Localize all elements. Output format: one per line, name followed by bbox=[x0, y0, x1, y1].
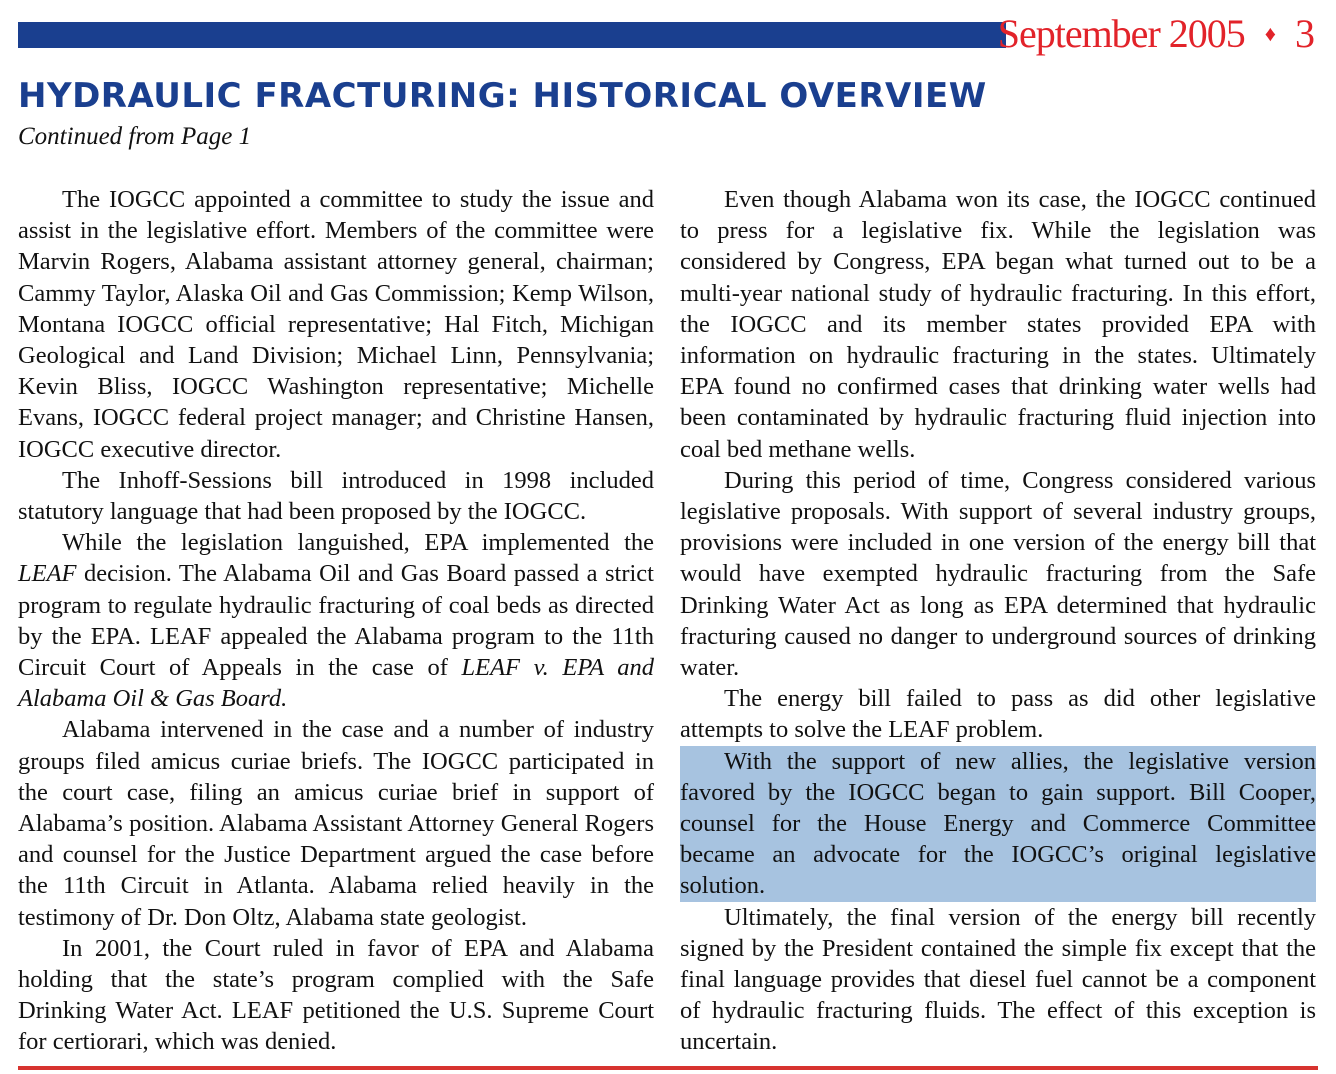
header-bar bbox=[18, 22, 1006, 48]
issue-date: September 2005 bbox=[997, 11, 1245, 56]
article-title: HYDRAULIC FRACTURING: HISTORICAL OVERVIEW bbox=[18, 76, 987, 116]
paragraph: Even though Alabama won its case, the IOGCC continued to press for a legislative fix. While the legislation was considered by Congress, EPA began what turned out to be a multi-year national study of hydraulic fracturing. In this effort, the IOGCC and its member states provided EPA with information on hydraulic fracturing in the states. Ultimately EPA found no confirmed cases that drinking water wells had been contaminated by hydraulic fracturing fluid injection into coal bed methane wells. bbox=[680, 186, 1316, 463]
text-run: While the legislation languished, EPA implemented the bbox=[62, 529, 654, 557]
issue-header bbox=[998, 10, 1314, 58]
highlighted-paragraph[interactable]: With the support of new allies, the legislative version favored by the IOGCC began to gain support. Bill Cooper, counsel for the House Energy and Commerce Committee became an advocate for the IOGCC’s original legislative solution. bbox=[680, 746, 1316, 902]
diamond-icon: ♦ bbox=[1264, 21, 1275, 46]
text-run: decision. The Alabama Oil and Gas Board passed a strict program to regulate hydraulic fracturing of coal beds as directed by the EPA. LEAF appealed the Alabama program to the 11th Circuit Court of Appeals in the case of bbox=[18, 560, 654, 682]
continued-note: Continued from Page 1 bbox=[18, 123, 252, 150]
page-number: 3 bbox=[1295, 11, 1314, 56]
paragraph: During this period of time, Congress considered various legislative proposals. With support of several industry groups, provisions were included in one version of the energy bill that would have exempted hydraulic fracturing from the Safe Drinking Water Act as long as EPA determined that hydraulic fracturing caused no danger to underground sources of drinking water. bbox=[680, 466, 1316, 682]
right-column bbox=[680, 184, 1316, 1058]
paragraph: The energy bill failed to pass as did other legislative attempts to solve the LEAF problem. bbox=[680, 685, 1316, 744]
italic-text: LEAF bbox=[18, 560, 77, 588]
paragraph: The IOGCC appointed a committee to study the issue and assist in the legislative effort. Members of the committee were Marvin Rogers, Alabama assistant attorney general, chairman; Cammy Taylor, Alaska Oil and Gas Commission; Kemp Wilson, Montana IOGCC official representative; Hal Fitch, Michigan Geological and Land Division; Michael Linn, Pennsylvania; Kevin Bliss, IOGCC Washington representative; Michelle Evans, IOGCC federal project manager; and Christine Hansen, IOGCC executive director. bbox=[18, 186, 654, 463]
paragraph: Ultimately, the final version of the energy bill recently signed by the President contained the simple fix except that the final language provides that diesel fuel cannot be a component of hydraulic fracturing fluids. The effect of this exception is uncertain. bbox=[680, 903, 1316, 1056]
paragraph: The Inhoff-Sessions bill introduced in 1998 included statutory language that had been proposed by the IOGCC. bbox=[18, 466, 654, 526]
footer-rule bbox=[18, 1066, 1318, 1070]
paragraph: In 2001, the Court ruled in favor of EPA and Alabama holding that the state’s program complied with the Safe Drinking Water Act. LEAF petitioned the U.S. Supreme Court for certiorari, which was denied. bbox=[18, 934, 654, 1056]
left-column bbox=[18, 184, 654, 1058]
case-name: LEAF v. EPA and Alabama Oil & Gas Board. bbox=[18, 654, 655, 713]
paragraph: Alabama intervened in the case and a number of industry groups filed amicus curiae briefs. The IOGCC participated in the court case, filing an amicus curiae brief in support of Alabama’s position. Alabama Assistant Attorney General Rogers and counsel for the Justice Department argued the case before the 11th Circuit in Atlanta. Alabama relied heavily in the testimony of Dr. Don Oltz, Alabama state geologist. bbox=[18, 716, 654, 931]
paragraph-leaf bbox=[18, 527, 654, 714]
